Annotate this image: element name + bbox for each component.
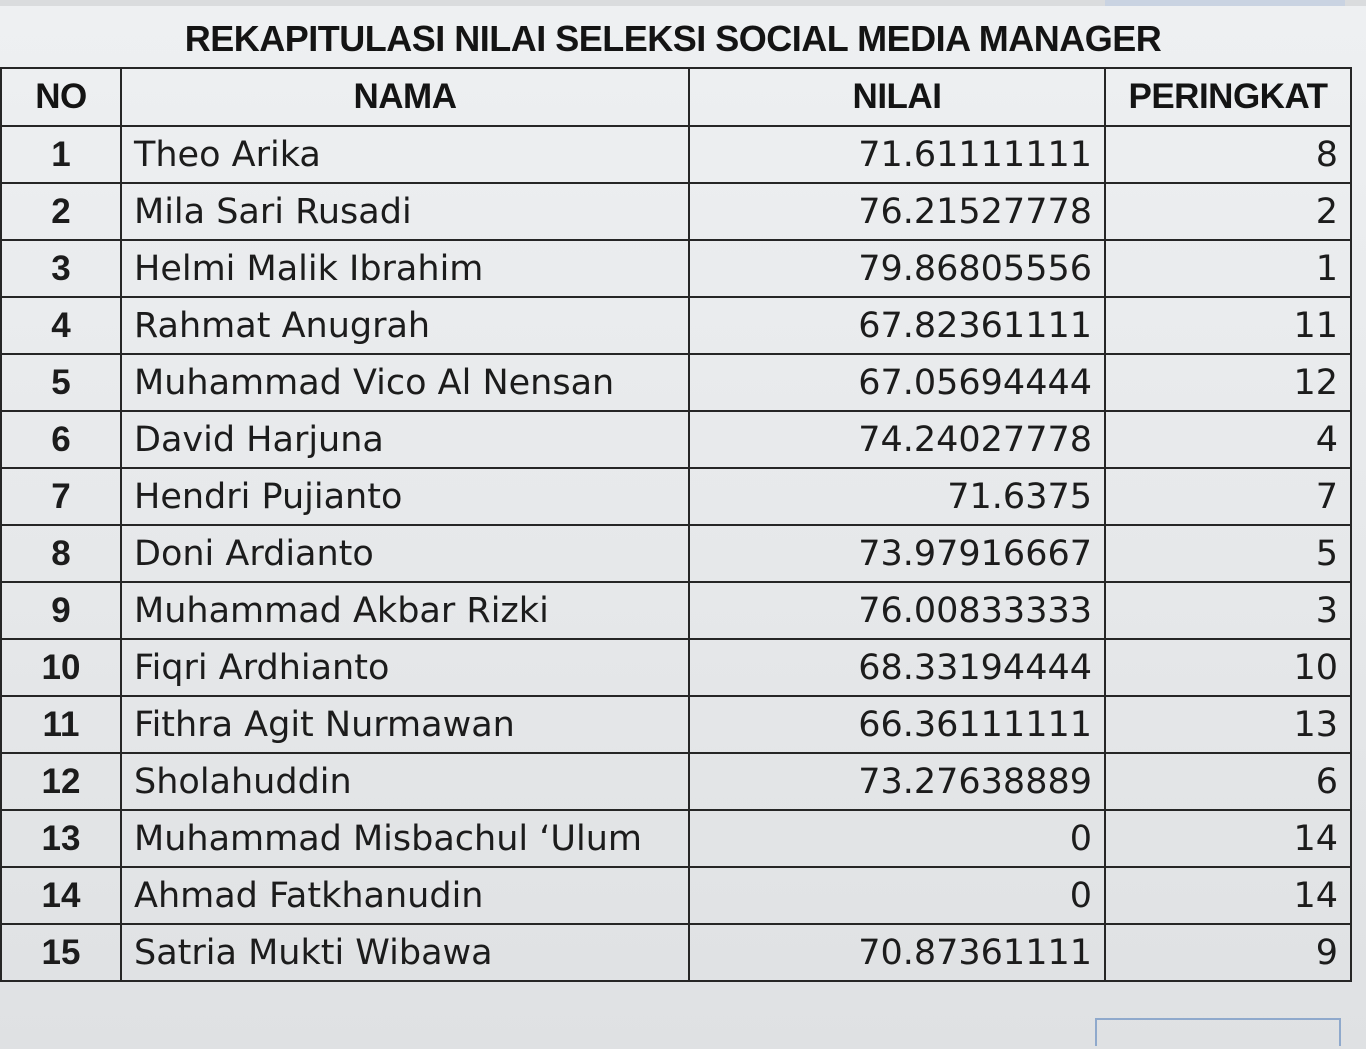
cell-nilai[interactable]: 71.6375 <box>689 468 1105 525</box>
cell-no[interactable]: 3 <box>1 240 121 297</box>
table-row <box>1 582 1351 639</box>
cell-no[interactable]: 15 <box>1 924 121 981</box>
cell-nama[interactable]: Ahmad Fatkhanudin <box>121 867 689 924</box>
cell-no[interactable]: 7 <box>1 468 121 525</box>
cell-peringkat[interactable]: 13 <box>1105 696 1351 753</box>
table-body <box>1 126 1351 981</box>
cell-nilai[interactable]: 0 <box>689 810 1105 867</box>
cell-nilai[interactable]: 76.21527778 <box>689 183 1105 240</box>
cell-nama[interactable]: Theo Arika <box>121 126 689 183</box>
cell-no[interactable]: 9 <box>1 582 121 639</box>
cell-no[interactable]: 8 <box>1 525 121 582</box>
table-row <box>1 810 1351 867</box>
cell-nama[interactable]: Hendri Pujianto <box>121 468 689 525</box>
cell-nilai[interactable]: 74.24027778 <box>689 411 1105 468</box>
table-row <box>1 924 1351 981</box>
cell-nilai[interactable]: 68.33194444 <box>689 639 1105 696</box>
table-title: REKAPITULASI NILAI SELEKSI SOCIAL MEDIA MANAGER <box>184 18 1162 59</box>
cell-peringkat[interactable]: 6 <box>1105 753 1351 810</box>
cell-nama[interactable]: Mila Sari Rusadi <box>121 183 689 240</box>
cell-nama[interactable]: Muhammad Misbachul ‘Ulum <box>121 810 689 867</box>
cell-nilai[interactable]: 76.00833333 <box>689 582 1105 639</box>
cell-no[interactable]: 14 <box>1 867 121 924</box>
table-row <box>1 354 1351 411</box>
cell-no[interactable]: 11 <box>1 696 121 753</box>
cell-no[interactable]: 5 <box>1 354 121 411</box>
cell-no[interactable]: 2 <box>1 183 121 240</box>
cell-nilai[interactable]: 71.61111111 <box>689 126 1105 183</box>
cell-peringkat[interactable]: 9 <box>1105 924 1351 981</box>
cell-nilai[interactable]: 70.87361111 <box>689 924 1105 981</box>
cell-peringkat[interactable]: 5 <box>1105 525 1351 582</box>
table-row <box>1 639 1351 696</box>
table-row <box>1 183 1351 240</box>
selected-cell-top[interactable] <box>1105 0 1345 6</box>
cell-nilai[interactable]: 0 <box>689 867 1105 924</box>
cell-peringkat[interactable]: 12 <box>1105 354 1351 411</box>
cell-nilai[interactable]: 67.05694444 <box>689 354 1105 411</box>
cell-peringkat[interactable]: 3 <box>1105 582 1351 639</box>
cell-nama[interactable]: David Harjuna <box>121 411 689 468</box>
table-row <box>1 753 1351 810</box>
cell-nama[interactable]: Muhammad Akbar Rizki <box>121 582 689 639</box>
cell-nama[interactable]: Doni Ardianto <box>121 525 689 582</box>
header-nama[interactable]: NAMA <box>121 68 689 126</box>
table-row <box>1 696 1351 753</box>
cell-nilai[interactable]: 66.36111111 <box>689 696 1105 753</box>
cell-nama[interactable]: Satria Mukti Wibawa <box>121 924 689 981</box>
cell-no[interactable]: 13 <box>1 810 121 867</box>
cell-no[interactable]: 10 <box>1 639 121 696</box>
cell-nama[interactable]: Helmi Malik Ibrahim <box>121 240 689 297</box>
header-no[interactable]: NO <box>1 68 121 126</box>
cell-nama[interactable]: Fithra Agit Nurmawan <box>121 696 689 753</box>
table-row <box>1 297 1351 354</box>
cell-peringkat[interactable]: 11 <box>1105 297 1351 354</box>
cell-peringkat[interactable]: 14 <box>1105 810 1351 867</box>
cell-peringkat[interactable]: 4 <box>1105 411 1351 468</box>
cell-nilai[interactable]: 73.27638889 <box>689 753 1105 810</box>
table-row <box>1 240 1351 297</box>
header-nilai[interactable]: NILAI <box>689 68 1105 126</box>
cell-peringkat[interactable]: 10 <box>1105 639 1351 696</box>
cell-nama[interactable]: Muhammad Vico Al Nensan <box>121 354 689 411</box>
table-row <box>1 867 1351 924</box>
cell-nilai[interactable]: 73.97916667 <box>689 525 1105 582</box>
cell-no[interactable]: 4 <box>1 297 121 354</box>
cell-nama[interactable]: Rahmat Anugrah <box>121 297 689 354</box>
cell-peringkat[interactable]: 14 <box>1105 867 1351 924</box>
table-row <box>1 468 1351 525</box>
score-table <box>0 67 1352 982</box>
cell-nama[interactable]: Fiqri Ardhianto <box>121 639 689 696</box>
cell-nilai[interactable]: 79.86805556 <box>689 240 1105 297</box>
table-row <box>1 411 1351 468</box>
cell-no[interactable]: 1 <box>1 126 121 183</box>
header-row <box>1 68 1351 126</box>
cell-no[interactable]: 6 <box>1 411 121 468</box>
selected-cell-bottom[interactable] <box>1095 1018 1341 1046</box>
cell-peringkat[interactable]: 1 <box>1105 240 1351 297</box>
cell-nilai[interactable]: 67.82361111 <box>689 297 1105 354</box>
cell-peringkat[interactable]: 8 <box>1105 126 1351 183</box>
cell-peringkat[interactable]: 2 <box>1105 183 1351 240</box>
header-peringkat[interactable]: PERINGKAT <box>1105 68 1351 126</box>
table-row <box>1 525 1351 582</box>
cell-peringkat[interactable]: 7 <box>1105 468 1351 525</box>
top-row-strip <box>0 0 1366 6</box>
cell-nama[interactable]: Sholahuddin <box>121 753 689 810</box>
cell-no[interactable]: 12 <box>1 753 121 810</box>
table-row <box>1 126 1351 183</box>
